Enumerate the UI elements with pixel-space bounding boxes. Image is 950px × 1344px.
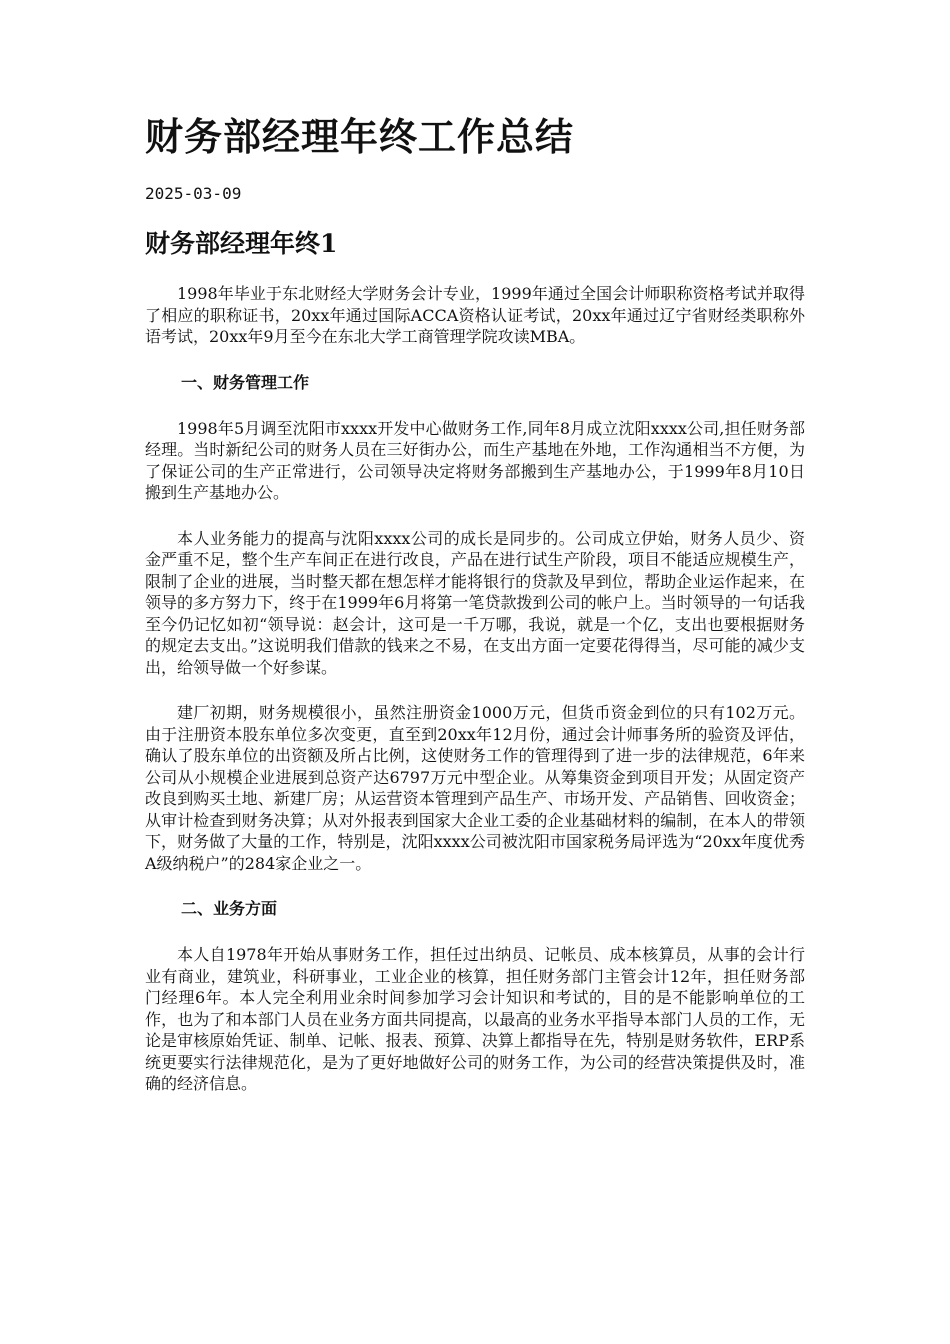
document-date: 2025-03-09 <box>145 184 242 203</box>
document-title: 财务部经理年终工作总结 <box>145 114 575 159</box>
intro-paragraph: 1998年毕业于东北财经大学财务会计专业，1999年通过全国会计师职称资格考试并取得了相应的职称证书，20xx年通过国际ACCA资格认证考试，20xx年通过辽宁省财经类职称外语考试，20xx年9月至今在东北大学工商管理学院攻读MBA。 <box>145 284 805 346</box>
part1-heading: 一、财务管理工作 <box>181 372 310 392</box>
part2-heading: 二、业务方面 <box>181 899 278 918</box>
part1-paragraph-3: 建厂初期，财务规模很小，虽然注册资金1000万元，但货币资金到位的只有102万元。由于注册资本股东单位多次变更，直至到20xx年12月份，通过会计师事务所的验资及评估，确认了股东单位的出资额及所占比例，这使财务工作的管理得到了进一步的法律规范，6年来公司从小规模企业进展到总资产达6797万元中型企业。从筹集资金到项目开发；从固定资产改良到购买土地、新建厂房；从运营资本管理到产品生产、市场开发、产品销售、回收资金；从审计检查到财务决算；从对外报表到国家大企业工委的企业基础材料的编制，在本人的带领下，财务做了大量的工作，特别是，沈阳xxxx公司被沈阳市国家税务局评选为“20xx年度优秀A级纳税户”的284家企业之一。 <box>145 703 805 873</box>
section-heading: 财务部经理年终1 <box>145 229 338 258</box>
part1-paragraph-1: 1998年5月调至沈阳市xxxx开发中心做财务工作,同年8月成立沈阳xxxx公司,担任财务部经理。当时新纪公司的财务人员在三好街办公，而生产基地在外地，工作沟通相当不方便，为了保证公司的生产正常进行，公司领导决定将财务部搬到生产基地办公，于1999年8月10日搬到生产基地办公。 <box>145 418 805 502</box>
document-body <box>145 283 805 1119</box>
part1-paragraph-2: 本人业务能力的提高与沈阳xxxx公司的成长是同步的。公司成立伊始，财务人员少、资金严重不足，整个生产车间正在进行改良，产品在进行试生产阶段，项目不能适应规模生产，限制了企业的进展，当时整天都在想怎样才能将银行的贷款及早到位，帮助企业运作起来，在领导的多方努力下，终于在1999年6月将第一笔贷款拨到公司的帐户上。当时领导的一句话我至今仍记忆如初“领导说：赵会计，这可是一千万哪，我说，就是一个亿，支出也要根据财务的规定去支出。”这说明我们借款的钱来之不易，在支出方面一定要花得得当，尽可能的减少支出，给领导做一个好参谋。 <box>145 528 805 677</box>
part2-paragraph-1: 本人自1978年开始从事财务工作，担任过出纳员、记帐员、成本核算员，从事的会计行业有商业，建筑业，科研事业，工业企业的核算，担任财务部门主管会计12年，担任财务部门经理6年。本人完全利用业余时间参加学习会计知识和考试的，目的是不能影响单位的工作，也为了和本部门人员在业务方面共同提高，以最高的业务水平指导本部门人员的工作，无论是审核原始凭证、制单、记帐、报表、预算、决算上都指导在先，特别是财务软件，ERP系统更要实行法律规范化，是为了更好地做好公司的财务工作，为公司的经营决策提供及时，准确的经济信息。 <box>145 945 805 1093</box>
